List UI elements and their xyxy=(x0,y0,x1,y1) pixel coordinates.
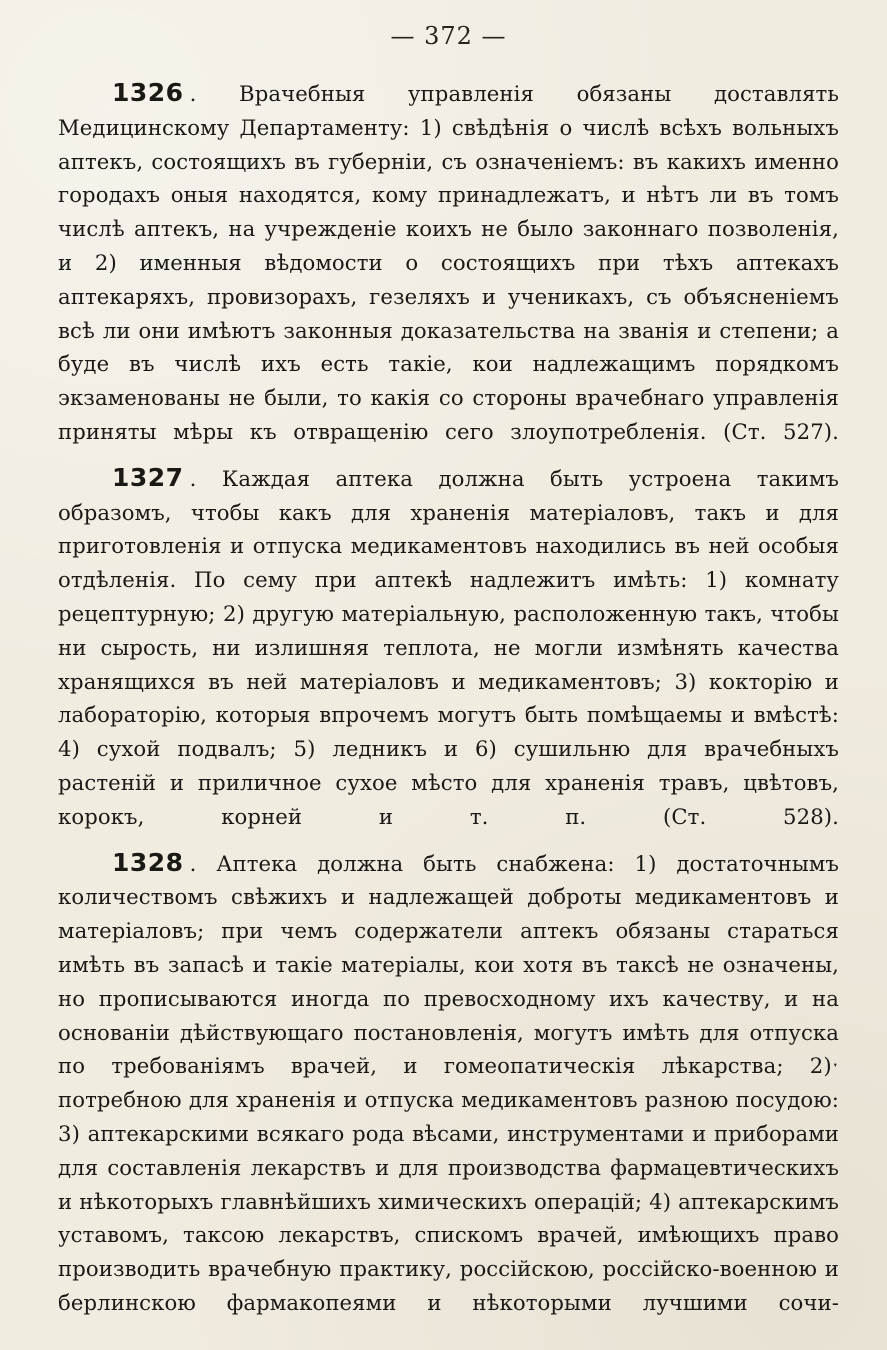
article-number: 1327 xyxy=(112,462,184,492)
article-text: . Аптека должна быть снабжена: 1) достаточнымъ количествомъ свѣжихъ и надлежащей доброты медикаментовъ и матеріаловъ; при чемъ содержатели аптекъ обязаны стараться имѣть въ запасѣ и такіе матеріалы, кои хотя въ таксѣ не означены, но прописываются иногда по превосходному ихъ качеству, и на основаніи дѣйствующаго постановленія, могутъ имѣть для отпуска по требованіямъ врачей, и гомеопатическія лѣкарства; 2)ˑ потребною для храненія и отпуска медикаментовъ разною посудою: 3) аптекарскими всякаго рода вѣсами, инструментами и приборами для составленія лекарствъ и для производства фармацевтическихъ и нѣкоторыхъ главнѣйшихъ химическихъ операцій; 4) аптекарскимъ уставомъ, таксою лекарствъ, спискомъ врачей, имѣющихъ право производить врачебную практику, россійскою, россійско-военною и берлинскою фармакопеями и нѣкоторыми лучшими сочи- xyxy=(58,850,839,1315)
article-number: 1326 xyxy=(112,78,184,107)
article-1327 xyxy=(58,461,839,834)
article-paragraph xyxy=(58,76,839,449)
article-1328 xyxy=(58,846,839,1320)
article-number: 1328 xyxy=(112,847,184,877)
article-paragraph xyxy=(58,846,839,1320)
article-paragraph xyxy=(58,461,839,834)
page-number: — 372 — xyxy=(390,22,507,50)
article-text: . Врачебныя управленія обязаны доставлять Медицинскому Департаменту: 1) свѣдѣнія о числѣ всѣхъ вольныхъ аптекъ, состоящихъ въ губерніи, съ означеніемъ: въ какихъ именно городахъ оныя находятся, кому принадлежатъ, и нѣтъ ли въ томъ числѣ аптекъ, на учрежденіе коихъ не было законнаго позволенія, и 2) именныя вѣдомости о состоящихъ при тѣхъ аптекахъ аптекаряхъ, провизорахъ, гезеляхъ и ученикахъ, съ объясненіемъ всѣ ли они имѣютъ законныя доказательства на званія и степени; а буде въ числѣ ихъ есть такіе, кои надлежащимъ порядкомъ экзаменованы не были, то какія со стороны врачебнаго управленія приняты мѣры къ отвращенію сего злоупотребленія. (Ст. 527). xyxy=(58,81,839,444)
article-1326 xyxy=(58,76,839,449)
article-text: . Каждая аптека должна быть устроена такимъ образомъ, чтобы какъ для храненія матеріаловъ, такъ и для приготовленія и отпуска медикаментовъ находились въ ней особыя отдѣленія. По сему при аптекѣ надлежитъ имѣть: 1) комнату рецептурную; 2) другую матеріальную, расположенную такъ, чтобы ни сырость, ни излишняя теплота, не могли измѣнять качества хранящихся въ ней матеріаловъ и медикаментовъ; 3) кокторію и лабораторію, которыя впрочемъ могутъ быть помѣщаемы и вмѣстѣ: 4) сухой подвалъ; 5) ледникъ и 6) сушильню для врачебныхъ растеній и приличное сухое мѣсто для храненія травъ, цвѣтовъ, корокъ, корней и т. п. (Ст. 528). xyxy=(58,465,839,829)
